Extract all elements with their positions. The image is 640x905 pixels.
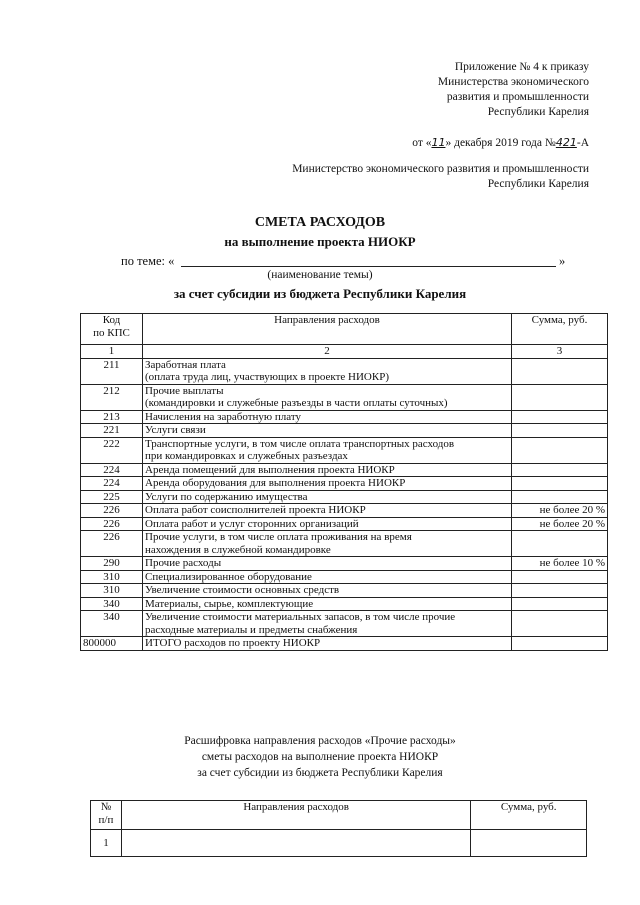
order-day: 11 bbox=[431, 136, 446, 149]
ministry-line: Министерство экономического развития и промышленности bbox=[292, 163, 589, 175]
header-index: № п/п bbox=[91, 801, 122, 830]
order-suffix: -А bbox=[576, 137, 589, 149]
row-direction: Услуги связи bbox=[143, 424, 512, 438]
row-sum[interactable] bbox=[512, 584, 608, 598]
col-number: 1 bbox=[81, 345, 143, 359]
col-number: 3 bbox=[512, 345, 608, 359]
row-sum[interactable] bbox=[512, 384, 608, 410]
row-direction: Транспортные услуги, в том числе оплата транспортных расходов при командировках и служебных разъездах bbox=[143, 437, 512, 463]
row-code: 310 bbox=[81, 570, 143, 584]
row-index: 1 bbox=[91, 830, 122, 857]
table-row bbox=[81, 437, 608, 463]
decode-line: Расшифровка направления расходов «Прочие расходы» bbox=[184, 735, 456, 747]
row-direction: Прочие выплаты (командировки и служебные разъезды в части оплаты суточных) bbox=[143, 384, 512, 410]
row-direction: ИТОГО расходов по проекту НИОКР bbox=[143, 637, 512, 651]
row-code: 340 bbox=[81, 611, 143, 637]
table-row bbox=[81, 637, 608, 651]
order-number: 421 bbox=[555, 136, 577, 149]
table-row bbox=[81, 384, 608, 410]
row-sum[interactable] bbox=[512, 531, 608, 557]
row-direction: Специализированное оборудование bbox=[143, 570, 512, 584]
row-code: 221 bbox=[81, 424, 143, 438]
header-sum: Сумма, руб. bbox=[471, 801, 587, 830]
row-sum[interactable] bbox=[512, 463, 608, 477]
table-row bbox=[81, 463, 608, 477]
order-mid: » декабря 2019 года № bbox=[445, 137, 556, 149]
table-row bbox=[81, 597, 608, 611]
row-code: 226 bbox=[81, 531, 143, 557]
table-row bbox=[81, 517, 608, 531]
row-sum[interactable] bbox=[512, 570, 608, 584]
row-direction: Начисления на заработную плату bbox=[143, 410, 512, 424]
decode-line: за счет субсидии из бюджета Республики Карелия bbox=[197, 767, 443, 779]
table-row bbox=[81, 424, 608, 438]
expense-rows bbox=[81, 358, 608, 650]
row-code: 340 bbox=[81, 597, 143, 611]
doc-title: СМЕТА РАСХОДОВ bbox=[254, 215, 386, 230]
col-number: 2 bbox=[143, 345, 512, 359]
row-sum[interactable] bbox=[512, 490, 608, 504]
appendix-line: Приложение № 4 к приказу bbox=[454, 61, 589, 73]
row-direction: Аренда помещений для выполнения проекта НИОКР bbox=[143, 463, 512, 477]
theme-caption: (наименование темы) bbox=[267, 269, 373, 281]
doc-subtitle: на выполнение проекта НИОКР bbox=[224, 234, 416, 249]
row-sum[interactable]: не более 10 % bbox=[512, 557, 608, 571]
table-row bbox=[81, 611, 608, 637]
appendix-line: Министерства экономического bbox=[437, 76, 589, 88]
table-row bbox=[81, 570, 608, 584]
expense-table bbox=[80, 313, 608, 651]
appendix-line: Республики Карелия bbox=[487, 106, 589, 118]
row-code: 224 bbox=[81, 477, 143, 491]
row-direction[interactable] bbox=[121, 830, 470, 857]
row-code: 212 bbox=[81, 384, 143, 410]
row-sum[interactable] bbox=[512, 410, 608, 424]
row-sum[interactable]: не более 20 % bbox=[512, 504, 608, 518]
row-code: 310 bbox=[81, 584, 143, 598]
theme-label: по теме: « bbox=[121, 254, 175, 268]
other-expenses-table bbox=[90, 800, 587, 857]
table-row bbox=[81, 557, 608, 571]
funding-source: за счет субсидии из бюджета Республики Карелия bbox=[173, 286, 467, 301]
table-row bbox=[81, 477, 608, 491]
header-direction: Направления расходов bbox=[121, 801, 470, 830]
row-code: 211 bbox=[81, 358, 143, 384]
row-code: 226 bbox=[81, 504, 143, 518]
row-code: 225 bbox=[81, 490, 143, 504]
theme-close: » bbox=[559, 254, 566, 268]
row-direction: Увеличение стоимости материальных запасов, в том числе прочие расходные материалы и предметы снабжения bbox=[143, 611, 512, 637]
ministry-addressee bbox=[292, 162, 589, 192]
table-header-row bbox=[91, 801, 587, 830]
row-sum[interactable] bbox=[512, 358, 608, 384]
decode-line: сметы расходов на выполнение проекта НИОКР bbox=[201, 751, 439, 763]
table-row bbox=[81, 531, 608, 557]
row-code: 800000 bbox=[81, 637, 143, 651]
row-direction: Материалы, сырье, комплектующие bbox=[143, 597, 512, 611]
row-code: 290 bbox=[81, 557, 143, 571]
row-direction: Прочие услуги, в том числе оплата проживания на время нахождения в служебной командировке bbox=[143, 531, 512, 557]
table-row bbox=[81, 490, 608, 504]
ministry-line: Республики Карелия bbox=[487, 178, 589, 190]
theme-blank-line bbox=[181, 266, 556, 267]
row-code: 222 bbox=[81, 437, 143, 463]
row-direction: Аренда оборудования для выполнения проекта НИОКР bbox=[143, 477, 512, 491]
row-code: 213 bbox=[81, 410, 143, 424]
table-row bbox=[91, 830, 587, 857]
appendix-line: развития и промышленности bbox=[446, 91, 589, 103]
row-sum[interactable] bbox=[512, 637, 608, 651]
row-direction: Прочие расходы bbox=[143, 557, 512, 571]
table-row bbox=[81, 584, 608, 598]
row-sum[interactable] bbox=[512, 597, 608, 611]
row-direction: Заработная плата (оплата труда лиц, участвующих в проекте НИОКР) bbox=[143, 358, 512, 384]
theme-field bbox=[121, 254, 571, 269]
table-row bbox=[81, 504, 608, 518]
row-sum[interactable] bbox=[471, 830, 587, 857]
row-sum[interactable] bbox=[512, 424, 608, 438]
order-date bbox=[412, 135, 589, 151]
header-code: Код по КПС bbox=[81, 314, 143, 345]
order-prefix: от « bbox=[412, 137, 432, 149]
header-sum: Сумма, руб. bbox=[512, 314, 608, 345]
row-direction: Оплата работ и услуг сторонних организаций bbox=[143, 517, 512, 531]
row-sum[interactable] bbox=[512, 611, 608, 637]
appendix-reference bbox=[438, 60, 589, 120]
table-row bbox=[81, 410, 608, 424]
decode-heading bbox=[0, 733, 640, 781]
header-direction: Направления расходов bbox=[143, 314, 512, 345]
row-sum[interactable]: не более 20 % bbox=[512, 517, 608, 531]
row-sum[interactable] bbox=[512, 477, 608, 491]
row-direction: Услуги по содержанию имущества bbox=[143, 490, 512, 504]
row-code: 226 bbox=[81, 517, 143, 531]
row-code: 224 bbox=[81, 463, 143, 477]
row-direction: Оплата работ соисполнителей проекта НИОКР bbox=[143, 504, 512, 518]
row-direction: Увеличение стоимости основных средств bbox=[143, 584, 512, 598]
row-sum[interactable] bbox=[512, 437, 608, 463]
table-row bbox=[81, 358, 608, 384]
table-header-row bbox=[81, 314, 608, 345]
column-number-row bbox=[81, 345, 608, 359]
